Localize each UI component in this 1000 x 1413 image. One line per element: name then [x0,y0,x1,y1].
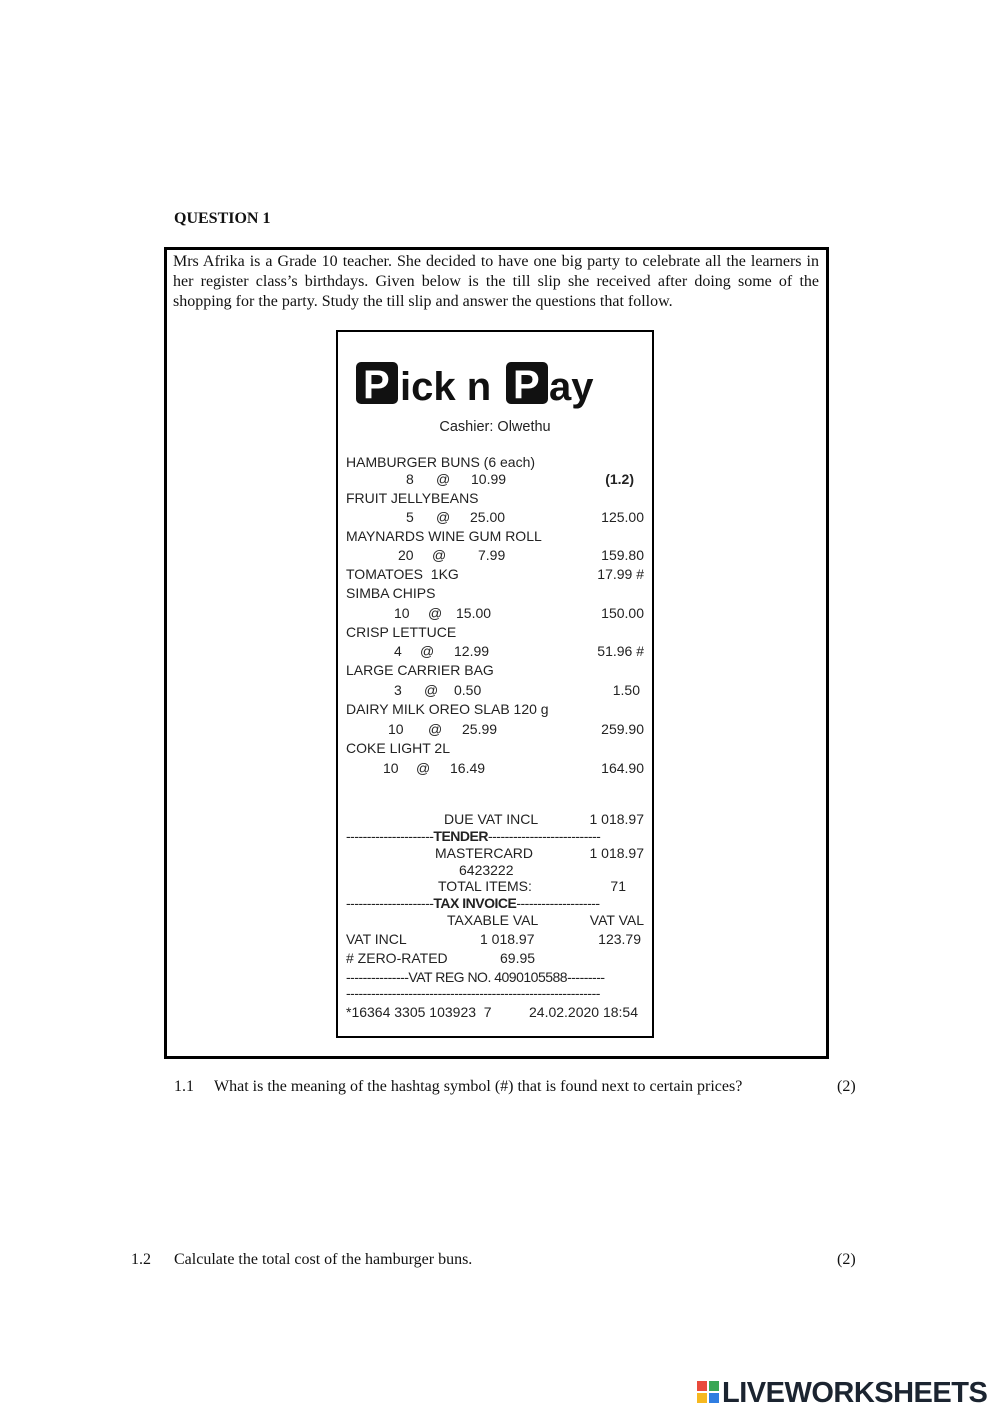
item-unit: 25.00 [470,509,506,525]
item-total: 125.00 [601,509,644,525]
item-qty: 4 [394,643,402,659]
vat-incl-label: VAT INCL [346,931,407,947]
item-name: TOMATOES 1KG [346,566,459,582]
svg-text:ick n: ick n [400,365,492,409]
item-at: @ [436,509,451,525]
card-number: 6423222 [459,862,514,878]
item-unit: 25.99 [462,721,498,737]
tender-dashes-left: --------------------- [346,828,434,844]
item-name: COKE LIGHT 2L [346,740,451,756]
zero-rated-value: 69.95 [500,950,536,966]
item-qty: 8 [406,471,414,487]
question-1-1-marks: (2) [837,1078,856,1095]
liveworksheets-watermark: LIVEWORKSHEETS [722,1377,988,1409]
question-title: QUESTION 1 [174,210,271,227]
item-qty: 3 [394,682,402,698]
svg-text:P: P [513,363,540,407]
item-name: HAMBURGER BUNS (6 each) [346,454,536,470]
zero-rated-label: # ZERO-RATED [346,950,448,966]
item-qty: 20 [398,547,414,563]
item-total: 1.50 [612,682,640,698]
item-total: 159.80 [601,547,644,563]
due-value: 1 018.97 [589,811,644,827]
item-name: SIMBA CHIPS [346,585,436,601]
total-items-label: TOTAL ITEMS: [438,878,532,894]
pick-n-pay-logo [356,358,618,410]
item-at: @ [420,643,435,659]
tender-dashes-right: --------------------------- [487,828,601,844]
item-unit: 15.00 [456,605,492,621]
question-1-2-number: 1.2 [131,1251,151,1268]
card-value: 1 018.97 [589,845,644,861]
item-total: (1.2) [605,471,634,487]
item-unit: 12.99 [454,643,490,659]
vat-incl-taxable: 1 018.97 [480,931,535,947]
card-label: MASTERCARD [435,845,534,861]
tender-label: TENDER [433,828,488,844]
item-total: 150.00 [601,605,644,621]
liveworksheets-logo-icon [697,1381,719,1403]
dash-line: ------------------------------------------------------------- [346,985,600,1001]
item-qty: 10 [383,760,399,776]
item-name: DAIRY MILK OREO SLAB 120 g [346,701,549,717]
tax-dashes-left: --------------------- [346,895,434,911]
item-qty: 10 [394,605,410,621]
item-qty: 5 [406,509,414,525]
item-total: 17.99 # [597,566,644,582]
question-1-2-text: Calculate the total cost of the hamburger buns. [174,1251,473,1268]
vat-header: VAT VAL [589,912,644,928]
footer-datetime: 24.02.2020 18:54 [529,1004,638,1020]
item-at: @ [436,471,451,487]
taxable-header: TAXABLE VAL [447,912,539,928]
item-total: 164.90 [601,760,644,776]
item-total: 259.90 [601,721,644,737]
item-name: LARGE CARRIER BAG [346,662,494,678]
tax-dashes-right: -------------------- [516,895,600,911]
item-at: @ [416,760,431,776]
svg-text:ay: ay [549,365,594,409]
item-at: @ [428,605,443,621]
item-unit: 10.99 [471,471,507,487]
item-name: CRISP LETTUCE [346,624,457,640]
item-name: FRUIT JELLYBEANS [346,490,479,506]
svg-text:P: P [363,363,390,407]
due-label: DUE VAT INCL [444,811,539,827]
total-items-value: 71 [610,878,626,894]
item-total: 51.96 # [597,643,644,659]
vat-reg-line: ---------------VAT REG NO. 4090105588--------- [346,969,605,985]
item-name: MAYNARDS WINE GUM ROLL [346,528,542,544]
item-qty: 10 [388,721,404,737]
item-at: @ [424,682,439,698]
tender-divider [346,828,600,844]
question-1-1-number: 1.1 [174,1078,194,1095]
tax-invoice-divider [346,895,600,911]
till-slip [336,330,654,1038]
vat-incl-vat: 123.79 [598,931,641,947]
item-unit: 0.50 [454,682,482,698]
item-unit: 7.99 [478,547,506,563]
question-1-2-marks: (2) [837,1251,856,1268]
cashier: Cashier: Olwethu [439,419,551,435]
footer-code: *16364 3305 103923 7 [346,1004,492,1020]
question-1-1-text: What is the meaning of the hashtag symbol (#) that is found next to certain prices? [214,1078,743,1095]
item-unit: 16.49 [450,760,486,776]
item-at: @ [432,547,447,563]
item-at: @ [428,721,443,737]
question-intro: Mrs Afrika is a Grade 10 teacher. She decided to have one big party to celebrate all the learners in her register class’s birthdays. Given below is the till slip she received after doing some of the shopping for the party. Study the till slip and answer the questions that follow. [173,253,819,310]
tax-invoice-label: TAX INVOICE [433,895,517,911]
